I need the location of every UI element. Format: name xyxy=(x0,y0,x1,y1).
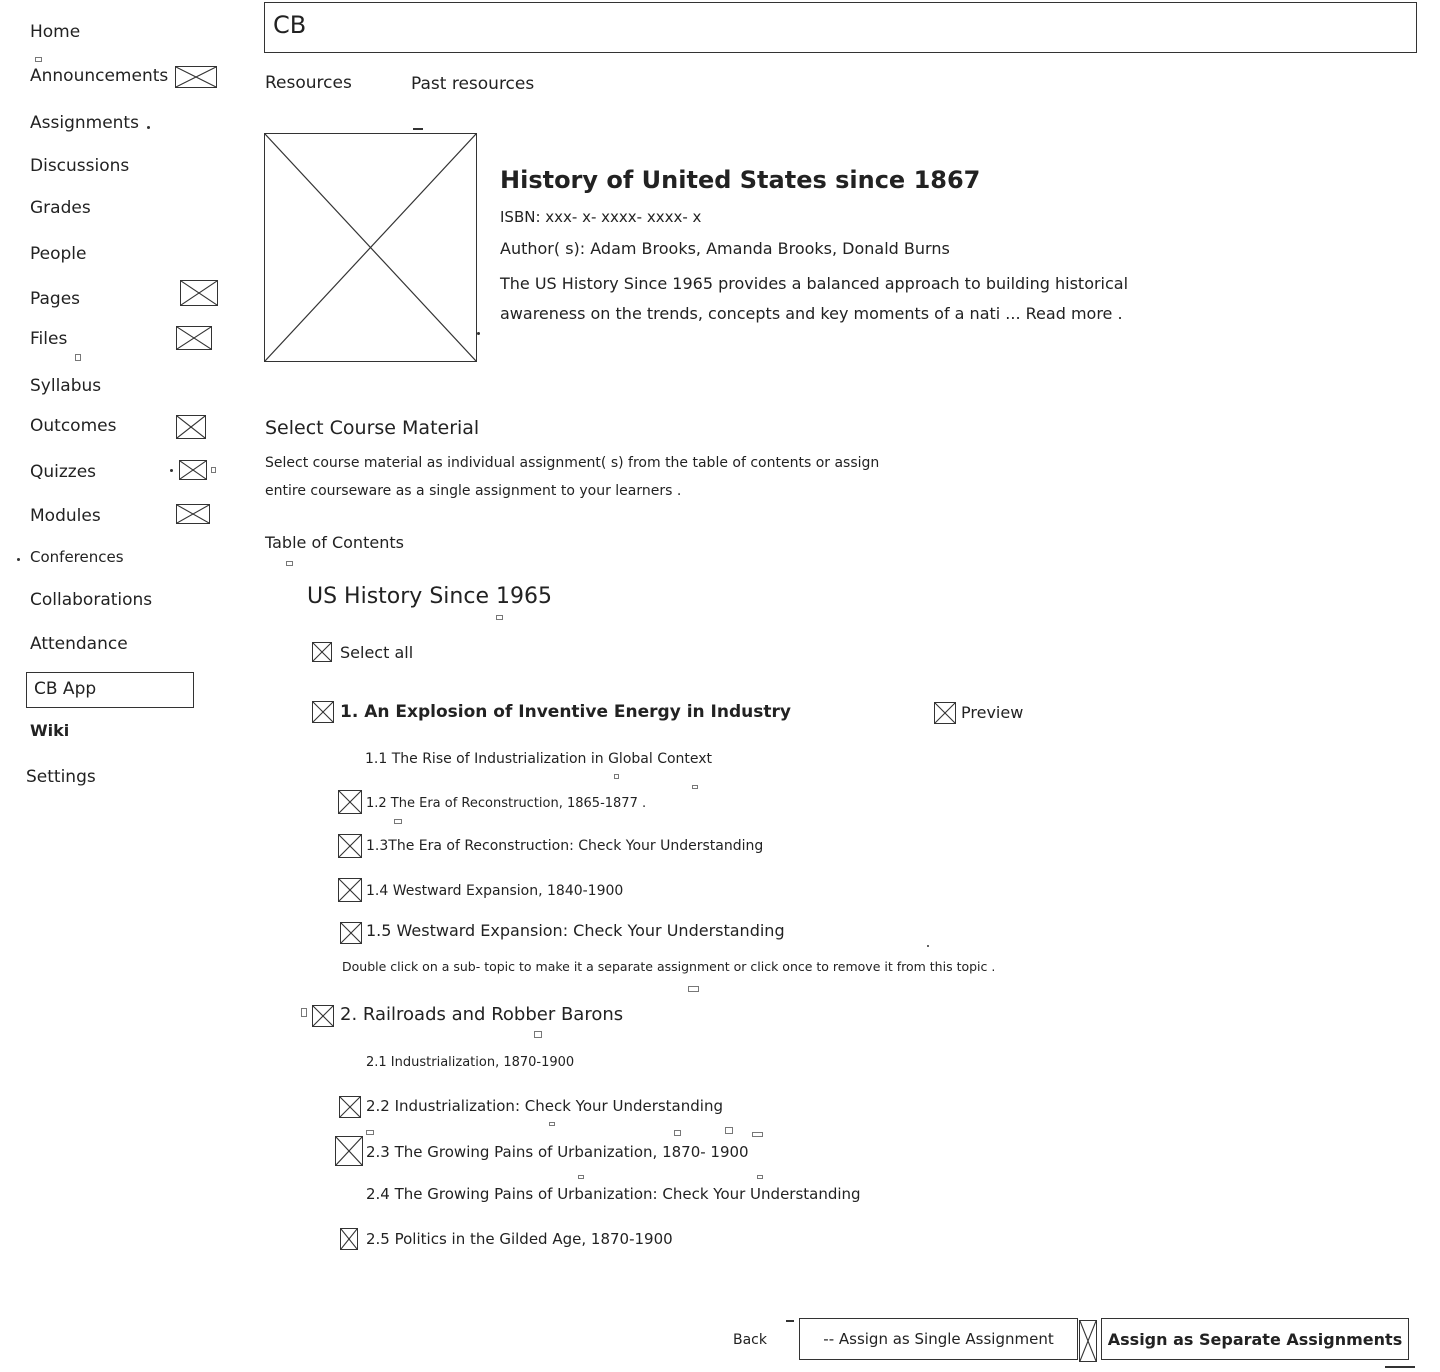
book-title: History of United States since 1867 xyxy=(500,166,981,194)
small-marker-icon xyxy=(75,354,81,361)
placeholder-image-icon xyxy=(1079,1320,1097,1362)
topic-item[interactable]: 2.1 Industrialization, 1870-1900 xyxy=(366,1055,575,1070)
marker-dot xyxy=(17,558,20,561)
marker-dot xyxy=(927,945,929,947)
topic-checkbox[interactable] xyxy=(340,1228,358,1250)
page-header xyxy=(264,2,1417,53)
placeholder-image-icon xyxy=(180,280,218,306)
sidebar-item-files[interactable]: Files xyxy=(30,329,68,349)
topic-checkbox[interactable] xyxy=(338,834,362,858)
marker-line xyxy=(413,128,423,130)
assign-single-label: -- Assign as Single Assignment xyxy=(823,1330,1054,1348)
sidebar-item-wiki[interactable]: Wiki xyxy=(30,721,70,740)
marker-dot xyxy=(477,332,480,335)
assign-separate-button[interactable] xyxy=(1101,1318,1409,1360)
assign-separate-label: Assign as Separate Assignments xyxy=(1107,1329,1403,1349)
select-course-material-heading: Select Course Material xyxy=(265,417,480,439)
topic-item[interactable]: 2.3 The Growing Pains of Urbanization, 1870- 1900 xyxy=(366,1143,749,1161)
sidebar-item-modules[interactable]: Modules xyxy=(30,506,101,526)
sidebar-item-label: CB App xyxy=(34,679,97,699)
small-marker-icon xyxy=(549,1122,555,1126)
sidebar-item-settings[interactable]: Settings xyxy=(26,767,96,787)
sidebar-item-people[interactable]: People xyxy=(30,244,87,264)
sidebar-item-pages[interactable]: Pages xyxy=(30,289,81,309)
small-marker-icon xyxy=(211,467,216,473)
book-description-line1: The US History Since 1965 provides a balanced approach to building historical xyxy=(500,274,1129,293)
read-more-link[interactable]: Read more . xyxy=(1025,304,1123,323)
sidebar-item-conferences[interactable]: Conferences xyxy=(30,548,124,566)
marker-dot xyxy=(170,469,173,472)
select-instruction-line2: entire courseware as a single assignment to your learners . xyxy=(265,483,682,499)
sidebar-item-quizzes[interactable]: Quizzes xyxy=(30,462,97,482)
preview-button[interactable]: Preview xyxy=(961,703,1024,722)
sidebar-item-grades[interactable]: Grades xyxy=(30,198,91,218)
topic-checkbox[interactable] xyxy=(335,1136,363,1166)
sidebar-item-syllabus[interactable]: Syllabus xyxy=(30,376,102,396)
topic-checkbox[interactable] xyxy=(338,878,362,902)
course-title: US History Since 1965 xyxy=(307,584,552,609)
topic-item[interactable]: 2.5 Politics in the Gilded Age, 1870-1900 xyxy=(366,1230,673,1248)
book-authors: Author( s): Adam Brooks, Amanda Brooks, Donald Burns xyxy=(500,239,950,258)
small-marker-icon xyxy=(35,57,42,62)
topic-checkbox[interactable] xyxy=(338,790,362,814)
topic-item[interactable]: 1.1 The Rise of Industrialization in Global Context xyxy=(365,751,713,767)
chapter-title[interactable]: 1. An Explosion of Inventive Energy in Industry xyxy=(340,702,791,722)
sidebar-item-home[interactable]: Home xyxy=(30,22,81,42)
chapter-checkbox[interactable] xyxy=(312,1005,334,1027)
tab-past-resources[interactable]: Past resources xyxy=(411,74,535,94)
topic-item[interactable]: 1.2 The Era of Reconstruction, 1865-1877 . xyxy=(366,796,647,811)
sidebar-item-outcomes[interactable]: Outcomes xyxy=(30,416,117,436)
select-all-checkbox[interactable] xyxy=(312,642,332,662)
placeholder-image-icon xyxy=(176,415,206,439)
chapter-title[interactable]: 2. Railroads and Robber Barons xyxy=(340,1004,624,1025)
topic-checkbox[interactable] xyxy=(339,1096,361,1118)
small-marker-icon xyxy=(614,774,619,779)
small-marker-icon xyxy=(688,986,699,992)
sidebar-item-discussions[interactable]: Discussions xyxy=(30,156,130,176)
small-marker-icon xyxy=(692,785,698,789)
sidebar-item-assignments[interactable]: Assignments xyxy=(30,113,139,133)
marker-line xyxy=(1385,1366,1415,1368)
topic-item[interactable]: 2.4 The Growing Pains of Urbanization: Check Your Understanding xyxy=(366,1185,861,1203)
sidebar-item-cb-app[interactable] xyxy=(26,672,194,708)
small-marker-icon xyxy=(534,1031,542,1038)
table-of-contents-label: Table of Contents xyxy=(265,533,404,552)
placeholder-image-icon xyxy=(176,504,210,524)
small-marker-icon xyxy=(301,1008,307,1017)
book-cover-image xyxy=(264,133,477,362)
tab-resources[interactable]: Resources xyxy=(265,73,352,93)
topic-item[interactable]: 1.3The Era of Reconstruction: Check Your Understanding xyxy=(366,838,764,854)
small-marker-icon xyxy=(757,1175,763,1179)
small-marker-icon xyxy=(366,1130,374,1135)
topic-item[interactable]: 1.5 Westward Expansion: Check Your Understanding xyxy=(366,921,785,940)
placeholder-image-icon xyxy=(176,326,212,350)
select-all-label: Select all xyxy=(340,643,414,662)
back-link[interactable]: Back xyxy=(733,1332,767,1348)
small-marker-icon xyxy=(752,1132,763,1137)
preview-checkbox[interactable] xyxy=(934,702,956,724)
sidebar-item-attendance[interactable]: Attendance xyxy=(30,634,128,654)
assign-single-button[interactable] xyxy=(799,1318,1078,1360)
small-marker-icon xyxy=(674,1130,681,1136)
small-marker-icon xyxy=(578,1175,584,1179)
small-marker-icon xyxy=(496,615,503,620)
small-marker-icon xyxy=(394,819,402,824)
marker-line xyxy=(786,1320,794,1322)
book-description-line2 xyxy=(500,304,1123,323)
placeholder-image-icon xyxy=(175,66,217,88)
sub-topic-hint: Double click on a sub- topic to make it a separate assignment or click once to remove it from this topic . xyxy=(342,959,996,974)
marker-dot xyxy=(147,126,150,129)
book-description-text: awareness on the trends, concepts and key moments of a nati ... xyxy=(500,304,1021,323)
book-isbn: ISBN: xxx- x- xxxx- xxxx- x xyxy=(500,208,702,226)
select-instruction-line1: Select course material as individual assignment( s) from the table of contents or assign xyxy=(265,455,880,471)
chapter-checkbox[interactable] xyxy=(312,701,334,723)
sidebar-item-collaborations[interactable]: Collaborations xyxy=(30,590,153,610)
small-marker-icon xyxy=(286,561,293,566)
page-title: CB xyxy=(273,11,307,39)
sidebar-item-announcements[interactable]: Announcements xyxy=(30,66,169,86)
topic-item[interactable]: 1.4 Westward Expansion, 1840-1900 xyxy=(366,883,624,899)
placeholder-image-icon xyxy=(179,460,207,480)
small-marker-icon xyxy=(725,1127,733,1134)
topic-checkbox[interactable] xyxy=(340,922,362,944)
topic-item[interactable]: 2.2 Industrialization: Check Your Understanding xyxy=(366,1097,723,1115)
